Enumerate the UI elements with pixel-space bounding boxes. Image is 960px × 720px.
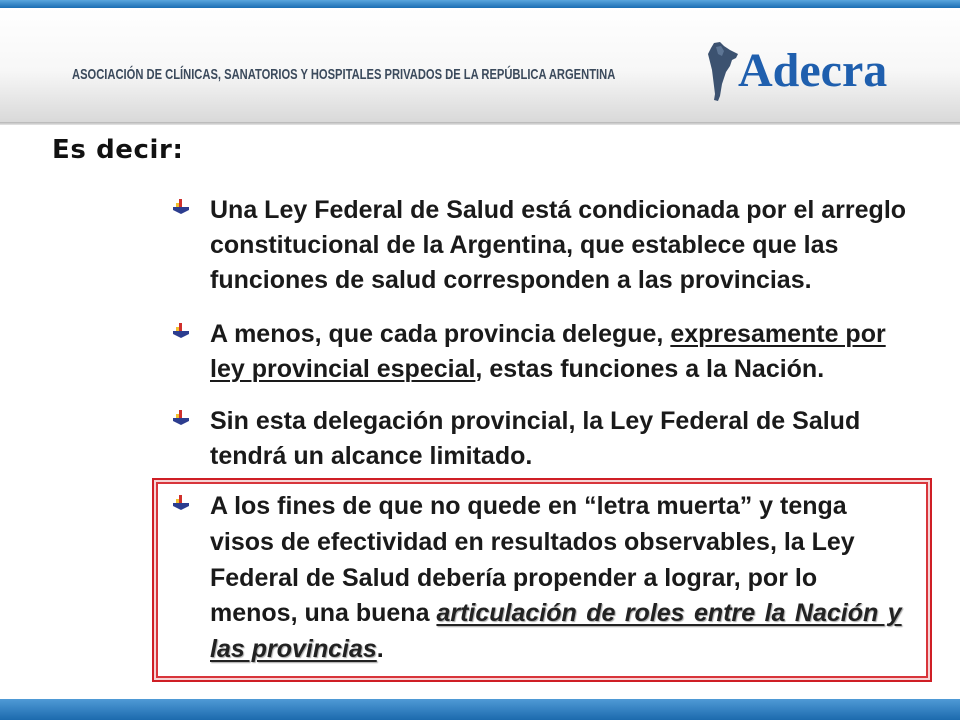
bullet-item — [172, 193, 906, 298]
text-line — [210, 352, 886, 387]
bottom-stripe — [0, 699, 960, 720]
arrow-bullet-icon — [172, 199, 190, 215]
slide-heading: Es decir: — [52, 135, 184, 165]
header-rule — [0, 122, 960, 125]
text-segment: Una Ley Federal de Salud está condicionada por el arreglo — [210, 196, 907, 224]
bullet-item — [172, 317, 886, 387]
text-line — [210, 596, 902, 632]
bullet-text — [210, 317, 886, 387]
underlined-text: expresamente por — [670, 320, 886, 348]
highlighted-bullet-item — [172, 489, 902, 668]
text-segment: funciones de salud corresponden a las provincias. — [210, 266, 812, 294]
arrow-bullet-icon — [172, 323, 190, 339]
text-segment: constitucional de la Argentina, que establece que las — [210, 231, 839, 259]
emphasized-text: las provincias — [210, 635, 377, 663]
text-segment: menos, una buena — [210, 599, 437, 628]
text-segment: . — [376, 635, 384, 663]
text-line — [210, 525, 902, 561]
text-segment: A menos, que cada provincia delegue, — [210, 320, 671, 348]
bullet-item — [172, 404, 860, 474]
text-line — [210, 561, 902, 597]
bullet-text — [210, 489, 902, 668]
argentina-map-icon — [702, 42, 740, 102]
text-segment: , estas funciones a la Nación. — [475, 355, 825, 383]
underlined-text: ley provincial especial — [210, 355, 476, 383]
bullet-text — [210, 404, 860, 474]
text-segment: visos de efectividad en resultados observables, la Ley — [210, 527, 855, 556]
text-segment: A los fines de que no quede en “letra muerta” y tenga — [210, 492, 847, 520]
bullet-text — [210, 193, 906, 298]
text-line — [210, 317, 886, 352]
top-stripe — [0, 0, 960, 8]
arrow-bullet-icon — [172, 410, 190, 426]
text-segment: Federal de Salud debería propender a lograr, por lo — [210, 563, 818, 592]
text-line — [210, 489, 902, 525]
text-line — [210, 439, 860, 474]
text-line — [210, 193, 906, 228]
text-segment: tendrá un alcance limitado. — [210, 442, 533, 470]
text-line — [210, 263, 906, 298]
text-line — [210, 404, 860, 439]
text-line — [210, 632, 902, 668]
arrow-bullet-icon — [172, 495, 190, 511]
text-segment: Sin esta delegación provincial, la Ley Federal de Salud — [210, 407, 861, 435]
text-line — [210, 228, 906, 263]
organization-name: ASOCIACIÓN DE CLÍNICAS, SANATORIOS Y HOSPITALES PRIVADOS DE LA REPÚBLICA ARGENTINA — [72, 66, 616, 83]
logo-wordmark: Adecra — [738, 44, 888, 97]
emphasized-text: articulación de roles entre la Nación y — [436, 599, 902, 628]
